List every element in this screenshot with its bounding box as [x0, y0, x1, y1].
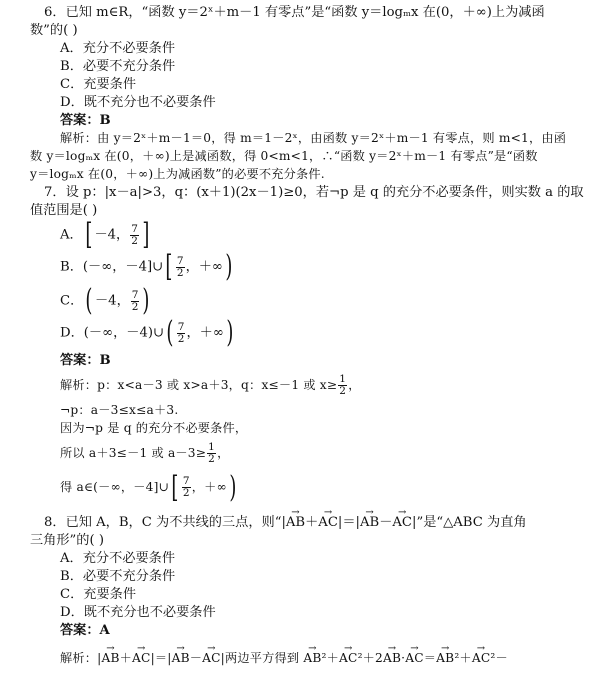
q7-stem-line-2: 值范围是( ) [30, 203, 98, 218]
vector-ab: → AB [286, 514, 305, 531]
vector-ac: → AC [392, 514, 412, 531]
q8-stem-line-2: 三角形”的( ) [30, 533, 104, 548]
q6-analysis-line-1: 解析：由 y＝2ˣ＋m－1＝0，得 m＝1－2ˣ，由函数 y＝2ˣ＋m－1 有零点，则 m<1，由函 [60, 131, 567, 145]
vector-ac: → AC [472, 650, 491, 667]
q8-answer: 答案：A [60, 623, 110, 638]
vector-ab: → AB [436, 650, 454, 667]
q7-option-d: D．(－∞，－4)∪( $\frac{7}{2}$ ，＋∞) [60, 315, 234, 350]
q8-option-d: D．既不充分也不必要条件 [60, 605, 216, 620]
q6-answer: 答案：B [60, 113, 111, 128]
q6-stem-line-1: 6．已知 m∈R，“函数 y＝2ˣ＋m－1 有零点”是“函数 y＝logₘx 在(0，＋∞)上为减函 [44, 5, 545, 20]
vector-ab: → AB [172, 650, 190, 667]
q7-stem-line-1: 7．设 p：|x－a|>3，q：(x＋1)(2x－1)≥0，若¬p 是 q 的充分不必要条件，则实数 a 的取 [44, 185, 584, 200]
vector-ab: → AB [383, 650, 401, 667]
q8-stem-line-1: 8．已知 A，B，C 为不共线的三点，则“|→ AB＋→ AC|＝|→ AB－→ AC|”是“△ABC 为直角 [44, 514, 527, 531]
vector-ab: → AB [303, 650, 321, 667]
q8-option-b: B．必要不充分条件 [60, 569, 176, 584]
fraction: $\frac{7}{2}$ [177, 320, 185, 345]
q6-stem-line-2: 数”的( ) [30, 23, 78, 38]
q6-analysis-line-2: 数 y＝logₘx 在(0，＋∞)上是减函数，得 0<m<1，∴“函数 y＝2ˣ＋m－1 有零点”是“函数 [30, 149, 538, 163]
fraction: $\frac{7}{2}$ [131, 222, 138, 247]
fraction: $\frac{1}{2}$ [208, 441, 216, 465]
q7-option-c: C．( －4， $\frac{7}{2}$ ) [60, 283, 150, 318]
q6-option-d: D．既不充分也不必要条件 [60, 95, 216, 110]
fraction: $\frac{7}{2}$ [182, 475, 190, 499]
q7-answer: 答案：B [60, 353, 111, 368]
vector-ac: → AC [202, 650, 221, 667]
q7-option-b: B．(－∞，－4]∪[ $\frac{7}{2}$ ，＋∞) [60, 249, 233, 284]
q7-analysis-line-1: 解析：p：x<a－3 或 x>a＋3，q：x≤－1 或 x≥ $\frac{1}{2}$ ， [60, 373, 361, 397]
q6-option-b: B．必要不充分条件 [60, 59, 176, 74]
fraction: $\frac{7}{2}$ [176, 254, 184, 279]
q7-option-a: A．[ －4， $\frac{7}{2}$ ] [60, 217, 150, 252]
fraction: $\frac{1}{2}$ [339, 373, 347, 397]
fraction: $\frac{7}{2}$ [131, 288, 139, 313]
vector-ac: → AC [132, 650, 151, 667]
vector-ac: → AC [405, 650, 424, 667]
q7-analysis-line-5: 得 a∈(－∞，－4]∪[ $\frac{7}{2}$ ，＋∞) [60, 469, 237, 505]
q8-option-a: A．充分不必要条件 [60, 551, 176, 566]
vector-ab: → AB [101, 650, 119, 667]
q6-option-c: C．充要条件 [60, 77, 137, 92]
vector-ac: → AC [318, 514, 338, 531]
q8-analysis-line-1: 解析：|→ AB＋→ AC|＝|→ AB－→ AC|两边平方得到 → AB²＋→ AC²＋2→ AB·→ AC＝→ AB²＋→ AC²－ [60, 650, 508, 667]
q7-analysis-line-3: 因为¬p 是 q 的充分不必要条件， [60, 421, 248, 435]
vector-ab: → AB [360, 514, 379, 531]
q7-analysis-line-4: 所以 a＋3≤－1 或 a－3≥ $\frac{1}{2}$ ， [60, 441, 230, 465]
q6-analysis-line-3: y＝logₘx 在(0，＋∞)上为减函数”的必要不充分条件. [30, 167, 325, 181]
q8-option-c: C．充要条件 [60, 587, 137, 602]
q7-analysis-line-2: ¬p：a－3≤x≤a＋3. [60, 403, 179, 417]
q6-option-a: A．充分不必要条件 [60, 41, 176, 56]
vector-ac: → AC [339, 650, 358, 667]
